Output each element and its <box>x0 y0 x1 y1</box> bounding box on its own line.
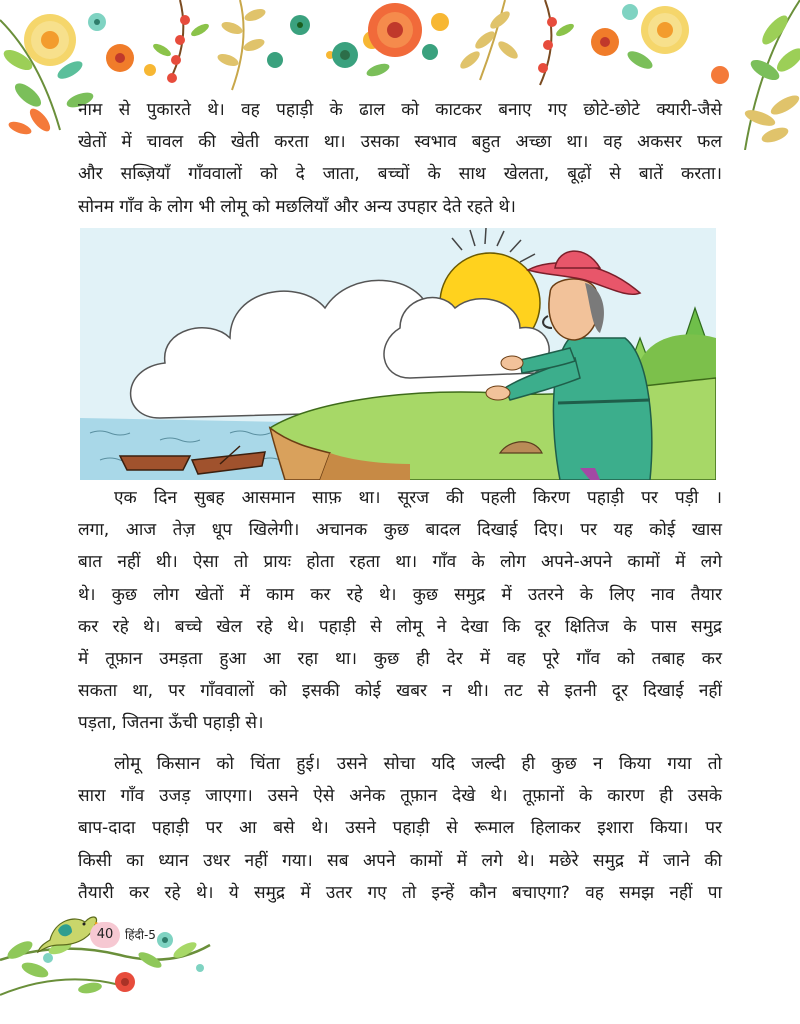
text-line: में तूफ़ान उमड़ता हुआ आ रहा था। कुछ ही देर में वह पूरे गाँव को तबाह कर <box>78 649 722 670</box>
text-line: लोमू किसान को चिंता हुई। उसने सोचा यदि जल्दी ही कुछ न किया गया तो <box>114 754 722 774</box>
flower-icon <box>368 3 422 57</box>
story-illustration <box>80 228 716 480</box>
page-number: 40 <box>90 922 120 948</box>
text-line: तैयारी कर रहे थे। ये समुद्र में उतर गए तो इन्हें कौन बचाएगा? वह समझ नहीं पा <box>78 882 722 903</box>
text-line: सोनम गाँव के लोग भी लोमू को मछलियाँ और अन्य उपहार देते रहते थे। <box>78 196 516 217</box>
paragraph-storm <box>78 482 722 740</box>
text-line: थे। कुछ लोग खेतों में काम कर रहे थे। कुछ समुद्र में उतरने के लिए नाव तैयार <box>78 584 722 605</box>
paragraph-intro <box>78 94 722 223</box>
text-line: नाम से पुकारते थे। वह पहाड़ी के ढाल को काटकर बनाए गए छोटे-छोटे क्यारी-जैसे <box>78 100 722 120</box>
text-line: सारा गाँव उजड़ जाएगा। उसने ऐसे अनेक तूफ़ान देखे थे। तूफ़ानों के कारण ही उसके <box>78 786 722 807</box>
paragraph-worry <box>78 748 722 909</box>
text-line: लगा, आज तेज़ धूप खिलेगी। अचानक कुछ बादल दिखाई दिए। पर यह कोई खास <box>78 520 722 541</box>
text-line: पड़ता, जितना ऊँची पहाड़ी से। <box>78 713 264 734</box>
text-line: कर रहे थे। बच्चे खेल रहे थे। पहाड़ी से लोमू ने देखा कि दूर क्षितिज के पास समुद्र <box>78 616 722 637</box>
text-line: खेतों में चावल की खेती करता था। उसका स्वभाव बहुत अच्छा था। वह अकसर फल <box>78 132 722 153</box>
text-line: एक दिन सुबह आसमान साफ़ था। सूरज की पहली किरण पहाड़ी पर पड़ी । <box>114 488 722 508</box>
text-line: सकता था, पर गाँववालों को इसकी कोई खबर न थी। तट से इतनी दूर दिखाई नहीं <box>78 681 722 702</box>
text-line: बात नहीं थी। ऐसा तो प्रायः होता रहता था। गाँव के लोग अपने-अपने कामों में लगे <box>78 552 722 573</box>
flower-icon <box>24 14 76 66</box>
floral-border-bottom <box>0 900 230 1024</box>
text-line: किसी का ध्यान उधर नहीं गया। सब अपने कामों में लगे थे। मछेरे समुद्र में जाने की <box>78 850 722 871</box>
book-label: हिंदी-5 <box>125 928 156 942</box>
flower-icon <box>641 6 689 54</box>
text-line: बाप-दादा पहाड़ी पर आ बसे थे। उसने पहाड़ी से रूमाल हिलाकर इशारा किया। पर <box>78 818 722 839</box>
text-line: और सब्ज़ियाँ गाँववालों को दे जाता, बच्चों के साथ खेलता, बूढ़ों से बातें करता। <box>78 164 722 185</box>
